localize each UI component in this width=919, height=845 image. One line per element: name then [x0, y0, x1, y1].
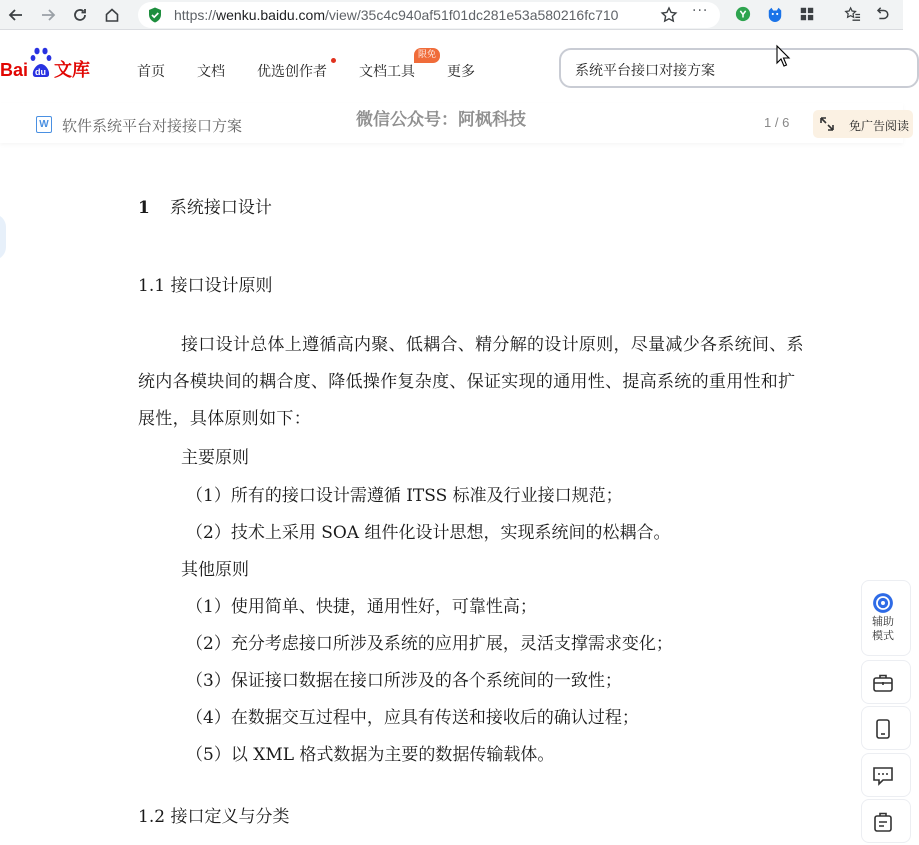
reload-icon — [72, 7, 88, 23]
logo-text-bai: Bai — [0, 60, 29, 80]
main-principles-title: 主要原则 — [181, 448, 249, 468]
heading-1-1: 1.1 接口设计原则 — [138, 276, 273, 296]
home-button[interactable] — [100, 3, 124, 27]
phone-icon — [872, 718, 894, 740]
nav-more[interactable]: 更多 — [447, 64, 475, 80]
watermark-text: 微信公众号：阿枫科技 — [356, 110, 526, 130]
briefcase-icon — [872, 672, 894, 694]
search-input[interactable] — [559, 48, 919, 88]
toolbox-button[interactable] — [861, 660, 911, 704]
page-actions-menu[interactable]: ··· — [692, 3, 709, 19]
other-principle-item: （2）充分考虑接口所涉及系统的应用扩展，灵活支撑需求变化； — [186, 634, 673, 654]
other-principle-item: （4）在数据交互过程中，应具有传送和接收后的确认过程； — [186, 708, 639, 728]
url-host: wenku.baidu.com — [216, 7, 325, 23]
page-indicator: 1 / 6 — [764, 115, 790, 130]
home-icon — [104, 7, 120, 23]
secure-shield-icon — [146, 6, 164, 24]
task-button[interactable] — [861, 799, 911, 843]
mobile-read-button[interactable] — [861, 706, 911, 750]
assist-mode-button[interactable] — [861, 580, 911, 656]
url-text — [174, 7, 618, 23]
other-principle-item: （5）以 XML 格式数据为主要的数据传输载体。 — [186, 745, 555, 765]
browser-toolbar — [0, 0, 903, 30]
blue-cat-extension-icon — [767, 6, 783, 22]
feedback-button[interactable] — [861, 753, 911, 797]
ad-free-label: 免广告阅读 — [849, 119, 910, 133]
favorites-button[interactable] — [843, 5, 861, 23]
site-header — [0, 31, 903, 103]
reload-button[interactable] — [68, 3, 92, 27]
intro-paragraph: 接口设计总体上遵循高内聚、低耦合、精分解的设计原则，尽量减少各系统间、系统内各模块间的耦合度、降低操作复杂度、保证实现的通用性、提高系统的重用性和扩展性，具体原则如下： — [138, 335, 804, 429]
url-path: /view/35c4c940af51f01dc281e53a580216fc710 — [324, 7, 619, 23]
baidu-wenku-logo[interactable] — [0, 45, 100, 81]
heading-number: 1 — [138, 198, 150, 218]
notification-dot — [331, 58, 336, 63]
forward-button[interactable] — [36, 3, 60, 27]
other-principles-title: 其他原则 — [181, 560, 249, 580]
mouse-cursor-icon — [776, 45, 790, 67]
green-y-extension-icon — [735, 6, 751, 22]
address-bar[interactable] — [138, 2, 720, 28]
heading-1 — [138, 193, 272, 218]
bookmark-star-icon[interactable] — [660, 6, 678, 24]
baidu-paw-logo-icon — [0, 45, 100, 81]
search-input-value: 系统平台接口对接方案 — [575, 63, 715, 79]
chat-bubble-icon — [872, 765, 894, 787]
logo-text-du: du — [35, 67, 46, 77]
ad-free-reading-button[interactable] — [813, 110, 913, 138]
nav-doc-tools[interactable]: 文档工具 — [359, 64, 415, 80]
document-title: 软件系统平台对接接口方案 — [62, 117, 243, 135]
limited-free-badge: 限免 — [414, 48, 440, 63]
extension-green[interactable] — [734, 5, 752, 23]
logo-text-wenku: 文库 — [54, 60, 90, 81]
word-doc-icon: W — [36, 116, 52, 133]
main-principle-item: （1）所有的接口设计需遵循 ITSS 标准及行业接口规范； — [186, 486, 623, 506]
expand-icon — [819, 116, 835, 132]
url-scheme: https:// — [174, 7, 217, 23]
back-button[interactable] — [4, 3, 28, 27]
arrow-right-icon — [40, 7, 56, 23]
undo-icon — [874, 6, 890, 22]
nav-creators[interactable]: 优选创作者 — [257, 64, 327, 80]
arrow-left-icon — [8, 7, 24, 23]
other-principle-item: （1）使用简单、快捷，通用性好，可靠性高； — [186, 597, 537, 617]
assist-mode-label: 辅助模式 — [872, 615, 894, 642]
heading-1-2: 1.2 接口定义与分类 — [138, 807, 290, 827]
extension-blue[interactable] — [766, 5, 784, 23]
document-toolbar — [0, 103, 910, 143]
nav-home[interactable]: 首页 — [137, 64, 165, 80]
main-principle-item: （2）技术上采用 SOA 组件化设计思想，实现系统间的松耦合。 — [186, 523, 671, 543]
other-principle-item: （3）保证接口数据在接口所涉及的各个系统间的一致性； — [186, 671, 622, 691]
nav-docs[interactable]: 文档 — [197, 64, 225, 80]
clipboard-icon — [872, 811, 894, 833]
undo-button[interactable] — [873, 5, 891, 23]
heading-text: 系统接口设计 — [169, 198, 272, 218]
grid-icon — [799, 6, 815, 22]
assist-mode-icon — [872, 592, 894, 614]
apps-button[interactable] — [798, 5, 816, 23]
favorites-list-icon — [844, 6, 861, 23]
document-page — [0, 143, 860, 845]
